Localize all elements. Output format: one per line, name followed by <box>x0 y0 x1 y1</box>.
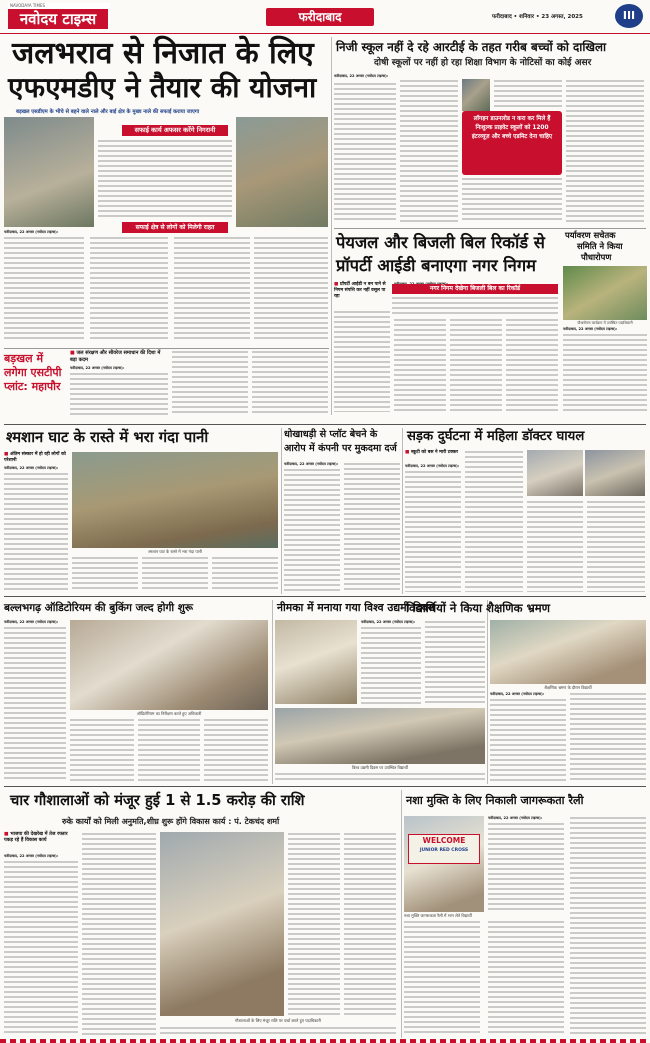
waterlogging-byline: फरीदाबाद, 22 अगस्त (नवोदय टाइम्स): <box>4 230 59 234</box>
gaushala-column-2 <box>82 832 156 1036</box>
waterlogging-box-text <box>98 139 232 219</box>
fraud-headline-2: आरोप में कंपनी पर मुकदमा दर्ज <box>284 443 397 454</box>
drugs-column-4 <box>570 816 646 1036</box>
cremation-headline: श्मशान घाट के रास्ते में भरा गंदा पानी <box>6 429 209 446</box>
fraud-headline-1: धोखाधड़ी से प्लॉट बेचने के <box>284 429 378 440</box>
neem-headline: नीमका में मनाया गया विश्व उद्यमी दिवस <box>277 601 435 614</box>
accident-photo-2 <box>585 450 645 496</box>
rte-quote: लॉगइन डाउनलोड न करा कर मिले हैं निःशुल्क प्राइवेट स्कूलों को 1200 इंटरव्यूज़ और बच्चे एडमिट देना चाहिए <box>471 116 553 140</box>
drugs-photo <box>404 816 484 912</box>
gaushala-column-4 <box>344 832 396 1016</box>
badkhal-column-3 <box>252 350 328 416</box>
column-divider-row4-a <box>272 600 273 784</box>
drugs-story <box>404 790 646 1038</box>
rte-photo <box>462 79 490 111</box>
column-divider-row3-b <box>402 428 403 594</box>
column-divider-row5 <box>401 790 402 1038</box>
badkhal-column-2 <box>172 350 248 416</box>
badkhal-story <box>4 350 329 422</box>
auditorium-photo <box>70 620 268 710</box>
property-column-1 <box>334 310 390 412</box>
row5-top-rule <box>4 786 646 787</box>
fraud-story <box>284 428 400 594</box>
neem-column-2 <box>425 620 485 704</box>
badkhal-headline: बड़खल में लगेगा एसटीपी प्लांट: महापौर <box>4 352 62 393</box>
gaushala-caption: गौशालाओं के लिए मंजूर राशि पर चर्चा करते हुए पदाधिकारी <box>235 1018 321 1023</box>
waterlogging-headline-2: एफएमडीए ने तैयार की योजना <box>8 71 317 104</box>
gaushala-column-3 <box>288 832 340 1016</box>
drugs-column-1 <box>488 822 564 912</box>
section-tab: फरीदाबाद <box>266 8 374 26</box>
column-divider-row4-b <box>487 600 488 784</box>
auditorium-caption: ऑडिटोरियम का निरीक्षण करते हुए अधिकारी <box>136 711 202 716</box>
drugs-byline: फरीदाबाद, 22 अगस्त (नवोदय टाइम्स): <box>488 816 543 820</box>
environment-headline-2: समिति ने किया <box>577 241 623 251</box>
gaushala-subhead: रुके कार्यों को मिली अनुमति,शीघ्र शुरू होंगे विकास कार्य : पं. टेकचंद शर्मा <box>62 817 280 826</box>
waterlogging-column-2 <box>90 236 168 342</box>
neem-photo-2 <box>275 708 485 764</box>
waterlogging-subhead: बड़खल एसडीएम के भीचे से बहने वाले नाले और बाई क्षेत्र के मुख्य नाले की सफाई कराया जाएगा <box>16 109 200 115</box>
auditorium-story <box>4 600 269 784</box>
waterlogging-column-1 <box>4 236 84 342</box>
neem-column-1 <box>361 626 421 704</box>
environment-photo <box>563 266 647 320</box>
gaushala-byline: फरीदाबाद, 22 अगस्त (नवोदय टाइम्स): <box>4 854 59 858</box>
column-divider-top <box>331 37 332 415</box>
students-column-1 <box>490 698 566 782</box>
accident-column-2 <box>465 450 523 592</box>
drugs-banner-subtitle: JUNIOR RED CROSS <box>419 848 469 853</box>
drugs-column-2 <box>404 920 480 1036</box>
cremation-column-1 <box>4 472 68 592</box>
page-footer-strip <box>0 1039 650 1043</box>
environment-byline: फरीदाबाद, 22 अगस्त (नवोदय टाइम्स): <box>563 327 618 331</box>
gaushala-story <box>4 790 398 1038</box>
accident-photo-1 <box>527 450 583 496</box>
rte-subhead: दोषी स्कूलों पर नहीं हो रहा शिक्षा विभाग के नोटिसों का कोई असर <box>374 58 592 68</box>
auditorium-column-4 <box>204 718 268 782</box>
auditorium-byline: फरीदाबाद, 22 अगस्त (नवोदय टाइम्स): <box>4 620 59 624</box>
students-headline: विद्यार्थियों ने किया शैक्षणिक भ्रमण <box>406 601 551 615</box>
cremation-column-4 <box>212 556 278 592</box>
drugs-banner-title: WELCOME <box>422 836 466 845</box>
property-headline-2: प्रॉपर्टी आईडी बनाएगा नगर निगम <box>336 256 536 275</box>
badkhal-column-1 <box>70 372 168 416</box>
students-photo <box>490 620 646 684</box>
neem-byline: फरीदाबाद, 22 अगस्त (नवोदय टाइम्स): <box>361 620 416 624</box>
badkhal-byline: फरीदाबाद, 22 अगस्त (नवोदय टाइम्स): <box>70 366 125 370</box>
waterlogging-kicker-2: सफाई क्षेत्र से लोगों को मिलेगी राहत <box>122 222 228 233</box>
gaushala-headline: चार गौशालाओं को मंजूर हुई 1 से 1.5 करोड़ की राशि <box>10 792 305 809</box>
environment-headline-3: पौधारोपण <box>581 252 612 262</box>
neem-column-3 <box>275 772 485 782</box>
accident-column-1 <box>405 470 461 592</box>
fraud-byline: फरीदाबाद, 22 अगस्त (नवोदय टाइम्स): <box>284 462 339 466</box>
rte-quote-box <box>462 111 562 175</box>
neem-story <box>275 600 485 784</box>
students-byline: फरीदाबाद, 22 अगस्त (नवोदय टाइम्स): <box>490 692 545 696</box>
gaushala-point-1: ■ भाजपा की देखरेख में तेज रफ्तार पकड़ रहे हैं विकास कार्य <box>4 832 78 844</box>
accident-point-1: ■ स्कूटी को बस ने मारी टक्कर <box>405 450 461 456</box>
rte-column-3 <box>494 79 562 109</box>
waterlogging-headline-1: जलभराव से निजात के लिए <box>12 36 314 71</box>
masthead-rule <box>0 33 650 34</box>
issue-date: फरीदाबाद • शनिवार • 23 अगस्त, 2025 <box>492 14 583 20</box>
auditorium-headline: बल्लभगढ़ ऑडिटोरियम की बुकिंग जल्द होगी शुरू <box>4 602 194 614</box>
rte-column-5 <box>566 79 644 222</box>
row3-top-rule <box>4 424 646 425</box>
accident-column-4 <box>587 500 645 592</box>
cremation-photo <box>72 452 278 548</box>
property-headline-1: पेयजल और बिजली बिल रिकॉर्ड से <box>336 233 545 252</box>
waterlogging-photo-right <box>236 117 328 227</box>
cremation-column-2 <box>72 556 138 592</box>
gaushala-column-1 <box>4 860 78 1036</box>
badkhal-top-rule <box>4 348 329 349</box>
drugs-banner <box>408 834 480 864</box>
auditorium-column-1 <box>4 626 66 782</box>
property-point-1: ■ प्रॉपर्टी आईडी न बन पाने से निगम संपत्ति कर नहीं वसूल पा रहा <box>334 282 390 300</box>
cremation-column-3 <box>142 556 208 592</box>
cremation-point-1: ■ अंतिम संस्कार में हो रही लोगों को परेशानी <box>4 452 68 464</box>
accident-headline: सड़क दुर्घटना में महिला डॉक्टर घायल <box>407 429 585 444</box>
students-caption: शैक्षणिक भ्रमण के दौरान विद्यार्थी <box>544 685 592 690</box>
drugs-headline: नशा मुक्ति के लिए निकाली जागरूकता रैली <box>406 794 584 807</box>
environment-headline-1: पर्यावरण सचेतक <box>565 230 616 240</box>
fraud-column-2 <box>344 462 400 592</box>
property-story <box>334 228 560 414</box>
neem-photo <box>275 620 357 704</box>
students-column-2 <box>570 692 646 782</box>
masthead <box>0 0 650 34</box>
waterlogging-photo-left <box>4 117 94 227</box>
environment-caption: पौधारोपण कार्यक्रम में उपस्थित पदाधिकारी <box>577 321 633 325</box>
rte-column-1 <box>334 82 396 222</box>
property-column-3 <box>450 318 502 412</box>
cremation-byline: फरीदाबाद, 22 अगस्त (नवोदय टाइम्स): <box>4 466 59 470</box>
rte-headline: निजी स्कूल नहीं दे रहे आरटीई के तहत गरीब बच्चों को दाखिला <box>336 40 607 54</box>
auditorium-column-2 <box>70 718 134 782</box>
accident-byline: फरीदाबाद, 22 अगस्त (नवोदय टाइम्स): <box>405 464 460 468</box>
environment-story <box>563 228 647 414</box>
accident-story <box>405 428 646 594</box>
cremation-caption: श्मशान घाट के रास्ते में भरा गंदा पानी <box>148 549 202 554</box>
property-red-banner: नगर निगम देखेगा बिजली बिल का रिकॉर्ड <box>392 284 558 294</box>
waterlogging-column-3 <box>174 236 250 342</box>
waterlogging-story <box>4 37 329 347</box>
drugs-caption: नशा मुक्ति जागरूकता रैली में भाग लेते विद्यार्थी <box>404 913 472 918</box>
cremation-story <box>4 428 279 594</box>
gaushala-column-5 <box>160 1026 396 1036</box>
rte-column-2 <box>400 79 458 222</box>
property-column-2 <box>394 318 446 412</box>
accident-column-3 <box>527 500 583 592</box>
page-number: III <box>615 4 643 28</box>
environment-body <box>563 333 647 413</box>
badkhal-point-1: ■ जल संरक्षण और सीवरेज समाधान की दिशा में बड़ा कदम <box>70 350 168 363</box>
property-column-4 <box>506 318 558 412</box>
column-divider-row3-a <box>281 428 282 594</box>
rte-column-4 <box>462 177 562 222</box>
rte-byline: फरीदाबाद, 22 अगस्त (नवोदय टाइम्स): <box>334 74 389 78</box>
property-red-banner-text <box>392 296 558 316</box>
masthead-logo-block <box>8 3 110 31</box>
waterlogging-column-4 <box>254 236 328 342</box>
paper-subtitle: NAVODAYA TIMES <box>10 3 46 8</box>
neem-caption: विश्व उद्यमी दिवस पर उपस्थित विद्यार्थी <box>352 765 408 770</box>
gaushala-photo <box>160 832 284 1016</box>
fraud-column-1 <box>284 468 340 592</box>
paper-name-logo: नवोदय टाइम्स <box>8 9 108 29</box>
drugs-column-3 <box>488 920 564 1036</box>
auditorium-column-3 <box>138 718 200 782</box>
row4-top-rule <box>4 596 646 597</box>
students-story <box>406 600 646 784</box>
waterlogging-kicker: सफाई कार्य अफसर करेंगे निगरानी <box>122 125 228 136</box>
rte-story <box>334 37 646 225</box>
